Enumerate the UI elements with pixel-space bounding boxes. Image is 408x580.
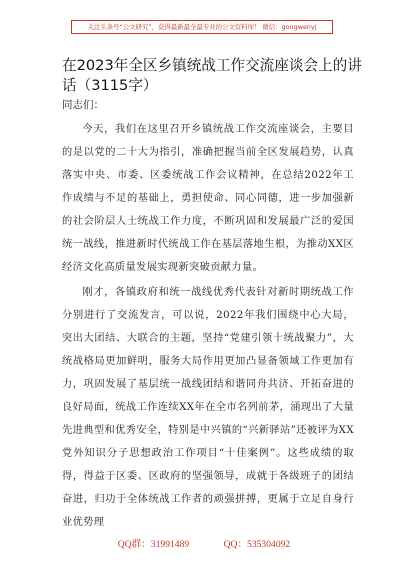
footer-qq: QQ：535304092 <box>223 539 291 550</box>
footer-contacts <box>0 536 408 550</box>
footer-qq-group: QQ群：31991489 <box>117 539 190 550</box>
paragraph: 刚才，各镇政府和统一战线优秀代表针对新时期统战工作分别进行了交流发言，可以说，2022年我们围绕中心大局，突出大团结、大联合的主题，坚持“党建引领十统战聚力”，大统战格局更加鲜明，服务大局作用更加凸显备领域工作更加有力，巩固发展了基层统一战线团结和谐同舟共济、开拓奋进的良好局面，统战工作连续XX年在全市名列前茅，涌现出了大量先进典型和优秀安全，特别是中兴镇的“兴新驿站”还被评为XX党外知识分子思想政治工作项目“十佳案例”。这些成绩的取得，得益于区委、区政府的坚强领导，成就于各级班子的团结奋进，归功于全体统战工作者的顽强拼搏，更属于立足自身行业优势理 <box>62 287 354 528</box>
document-title: 在2023年全区乡镇统战工作交流座谈会上的讲话（3115字） <box>62 57 362 94</box>
document-body <box>62 118 354 536</box>
paragraph: 今天，我们在这里召开乡镇统战工作交流座谈会，主要目的是以党的二十大为指引，准确把握当前全区发展趋势，认真落实中央、市委、区委统战工作会议精神，在总结2022年工作成绩与不足的基础上，勇担使命、同心同德，进一步加强新的社会阶层人士统战工作力度，不断巩固和发展最广泛的爱国统一战线，推进新时代统战工作在基层落地生根，为推动XX区经济文化高质量发展实现新突破贡献力量。 <box>62 124 354 273</box>
header-banner: 关注头条号“公文研究”，获得最新最全最专业的公文资料库！ 微信：gongwenyj <box>71 20 333 34</box>
salutation: 同志们： <box>62 99 104 111</box>
